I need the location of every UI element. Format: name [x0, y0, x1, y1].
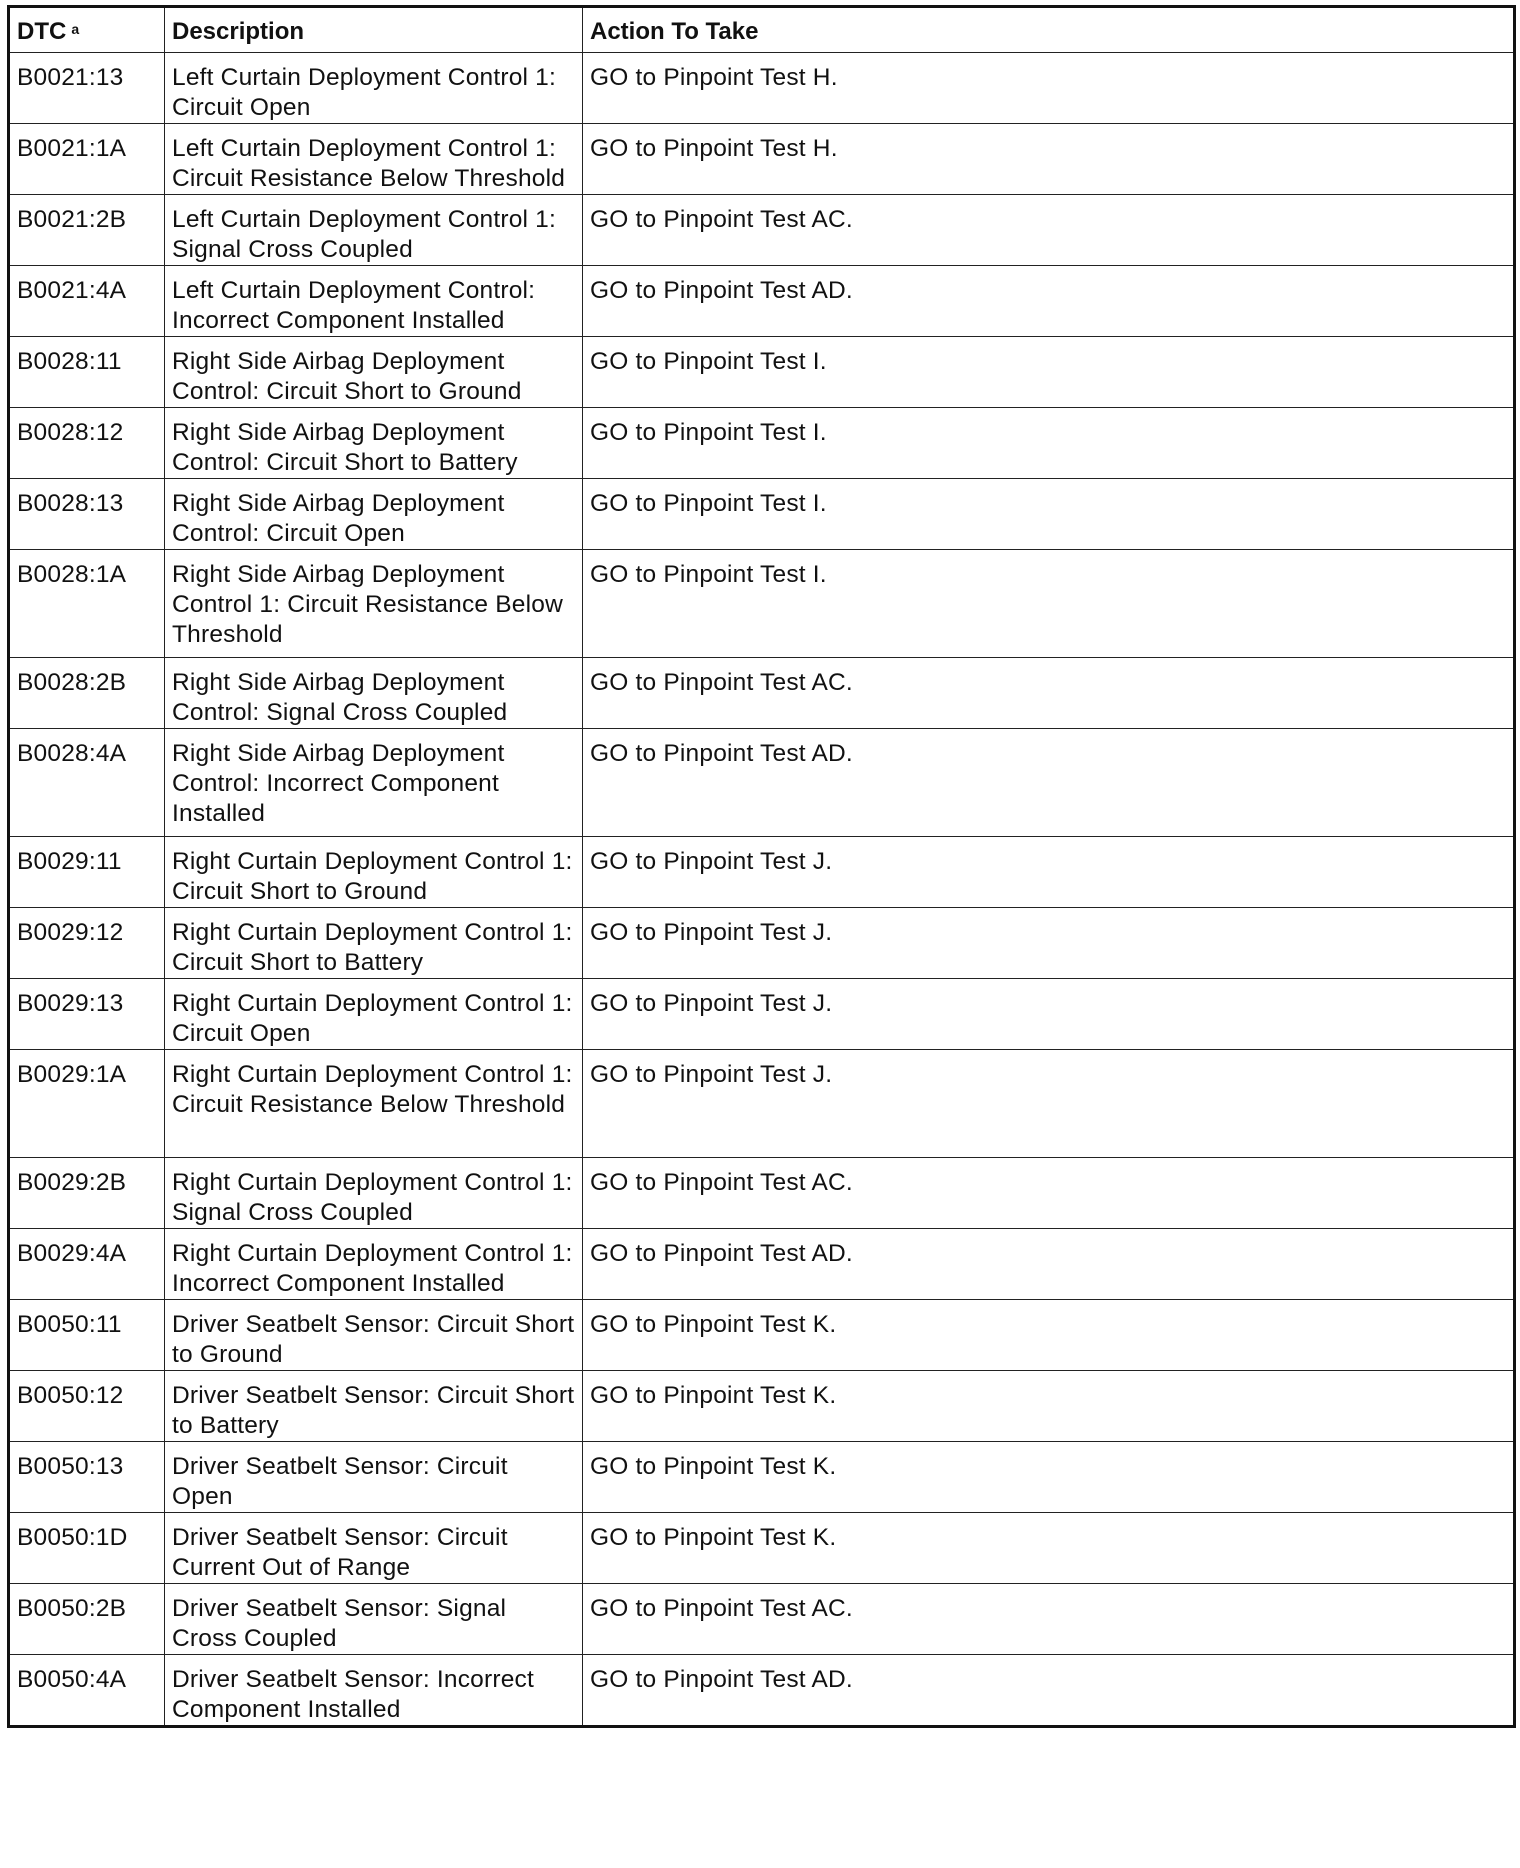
table-row — [9, 53, 1515, 124]
cell-dtc-code: B0050:2B — [9, 1584, 165, 1655]
table-row — [9, 408, 1515, 479]
cell-description: Left Curtain Deployment Control 1: Circuit Resistance Below Threshold — [165, 124, 583, 195]
table-row — [9, 658, 1515, 729]
cell-description: Driver Seatbelt Sensor: Incorrect Component Installed — [165, 1655, 583, 1727]
cell-dtc-code: B0028:4A — [9, 729, 165, 837]
cell-dtc-code: B0050:4A — [9, 1655, 165, 1727]
table-row — [9, 1371, 1515, 1442]
table-row — [9, 837, 1515, 908]
cell-dtc-code: B0028:11 — [9, 337, 165, 408]
cell-description: Right Side Airbag Deployment Control: Circuit Short to Ground — [165, 337, 583, 408]
cell-description: Right Side Airbag Deployment Control: Signal Cross Coupled — [165, 658, 583, 729]
table-row — [9, 266, 1515, 337]
cell-description: Right Curtain Deployment Control 1: Signal Cross Coupled — [165, 1158, 583, 1229]
cell-action: GO to Pinpoint Test I. — [583, 550, 1515, 658]
cell-description: Driver Seatbelt Sensor: Circuit Open — [165, 1442, 583, 1513]
cell-action: GO to Pinpoint Test AD. — [583, 729, 1515, 837]
cell-dtc-code: B0029:13 — [9, 979, 165, 1050]
cell-action: GO to Pinpoint Test J. — [583, 837, 1515, 908]
table-row — [9, 1584, 1515, 1655]
table-row — [9, 1513, 1515, 1584]
cell-dtc-code: B0029:12 — [9, 908, 165, 979]
cell-action: GO to Pinpoint Test K. — [583, 1300, 1515, 1371]
cell-dtc-code: B0050:1D — [9, 1513, 165, 1584]
dtc-table — [7, 5, 1516, 1728]
column-header-description: Description — [165, 7, 583, 53]
cell-description: Right Curtain Deployment Control 1: Circuit Short to Battery — [165, 908, 583, 979]
cell-description: Right Curtain Deployment Control 1: Circuit Short to Ground — [165, 837, 583, 908]
cell-dtc-code: B0028:13 — [9, 479, 165, 550]
table-row — [9, 1300, 1515, 1371]
table-row — [9, 1158, 1515, 1229]
cell-action: GO to Pinpoint Test H. — [583, 124, 1515, 195]
cell-action: GO to Pinpoint Test I. — [583, 408, 1515, 479]
cell-action: GO to Pinpoint Test K. — [583, 1442, 1515, 1513]
cell-description: Right Side Airbag Deployment Control: Circuit Open — [165, 479, 583, 550]
table-row — [9, 1050, 1515, 1158]
cell-description: Right Curtain Deployment Control 1: Incorrect Component Installed — [165, 1229, 583, 1300]
cell-dtc-code: B0021:1A — [9, 124, 165, 195]
cell-action: GO to Pinpoint Test AC. — [583, 1584, 1515, 1655]
cell-action: GO to Pinpoint Test K. — [583, 1513, 1515, 1584]
table-row — [9, 479, 1515, 550]
cell-description: Right Curtain Deployment Control 1: Circuit Resistance Below Threshold — [165, 1050, 583, 1158]
table-row — [9, 1442, 1515, 1513]
cell-dtc-code: B0050:12 — [9, 1371, 165, 1442]
table-row — [9, 729, 1515, 837]
cell-dtc-code: B0028:2B — [9, 658, 165, 729]
cell-action: GO to Pinpoint Test I. — [583, 479, 1515, 550]
column-header-dtc-label: DTC — [17, 18, 67, 45]
table-row — [9, 1655, 1515, 1727]
cell-description: Left Curtain Deployment Control 1: Signal Cross Coupled — [165, 195, 583, 266]
cell-dtc-code: B0028:1A — [9, 550, 165, 658]
cell-action: GO to Pinpoint Test J. — [583, 908, 1515, 979]
cell-action: GO to Pinpoint Test J. — [583, 1050, 1515, 1158]
cell-action: GO to Pinpoint Test I. — [583, 337, 1515, 408]
column-header-action: Action To Take — [583, 7, 1515, 53]
cell-dtc-code: B0029:1A — [9, 1050, 165, 1158]
cell-dtc-code: B0029:2B — [9, 1158, 165, 1229]
table-row — [9, 195, 1515, 266]
cell-dtc-code: B0021:4A — [9, 266, 165, 337]
cell-description: Driver Seatbelt Sensor: Circuit Short to Ground — [165, 1300, 583, 1371]
cell-dtc-code: B0050:11 — [9, 1300, 165, 1371]
cell-action: GO to Pinpoint Test AC. — [583, 658, 1515, 729]
cell-action: GO to Pinpoint Test AD. — [583, 1229, 1515, 1300]
cell-action: GO to Pinpoint Test AC. — [583, 195, 1515, 266]
cell-description: Driver Seatbelt Sensor: Circuit Short to Battery — [165, 1371, 583, 1442]
cell-description: Left Curtain Deployment Control 1: Circuit Open — [165, 53, 583, 124]
cell-description: Right Side Airbag Deployment Control: Incorrect Component Installed — [165, 729, 583, 837]
cell-description: Left Curtain Deployment Control: Incorrect Component Installed — [165, 266, 583, 337]
cell-dtc-code: B0029:11 — [9, 837, 165, 908]
footnote-marker: a — [71, 21, 80, 37]
cell-dtc-code: B0029:4A — [9, 1229, 165, 1300]
cell-action: GO to Pinpoint Test AC. — [583, 1158, 1515, 1229]
cell-description: Right Side Airbag Deployment Control 1: Circuit Resistance Below Threshold — [165, 550, 583, 658]
cell-dtc-code: B0021:13 — [9, 53, 165, 124]
cell-dtc-code: B0021:2B — [9, 195, 165, 266]
table-header-row — [9, 7, 1515, 53]
cell-description: Driver Seatbelt Sensor: Signal Cross Coupled — [165, 1584, 583, 1655]
cell-action: GO to Pinpoint Test AD. — [583, 1655, 1515, 1727]
table-row — [9, 1229, 1515, 1300]
cell-action: GO to Pinpoint Test K. — [583, 1371, 1515, 1442]
cell-action: GO to Pinpoint Test AD. — [583, 266, 1515, 337]
cell-action: GO to Pinpoint Test H. — [583, 53, 1515, 124]
table-row — [9, 550, 1515, 658]
table-row — [9, 124, 1515, 195]
cell-description: Driver Seatbelt Sensor: Circuit Current Out of Range — [165, 1513, 583, 1584]
column-header-dtc — [9, 7, 165, 53]
table-row — [9, 908, 1515, 979]
table-row — [9, 979, 1515, 1050]
cell-description: Right Curtain Deployment Control 1: Circuit Open — [165, 979, 583, 1050]
cell-description: Right Side Airbag Deployment Control: Circuit Short to Battery — [165, 408, 583, 479]
cell-dtc-code: B0028:12 — [9, 408, 165, 479]
table-row — [9, 337, 1515, 408]
cell-dtc-code: B0050:13 — [9, 1442, 165, 1513]
cell-action: GO to Pinpoint Test J. — [583, 979, 1515, 1050]
